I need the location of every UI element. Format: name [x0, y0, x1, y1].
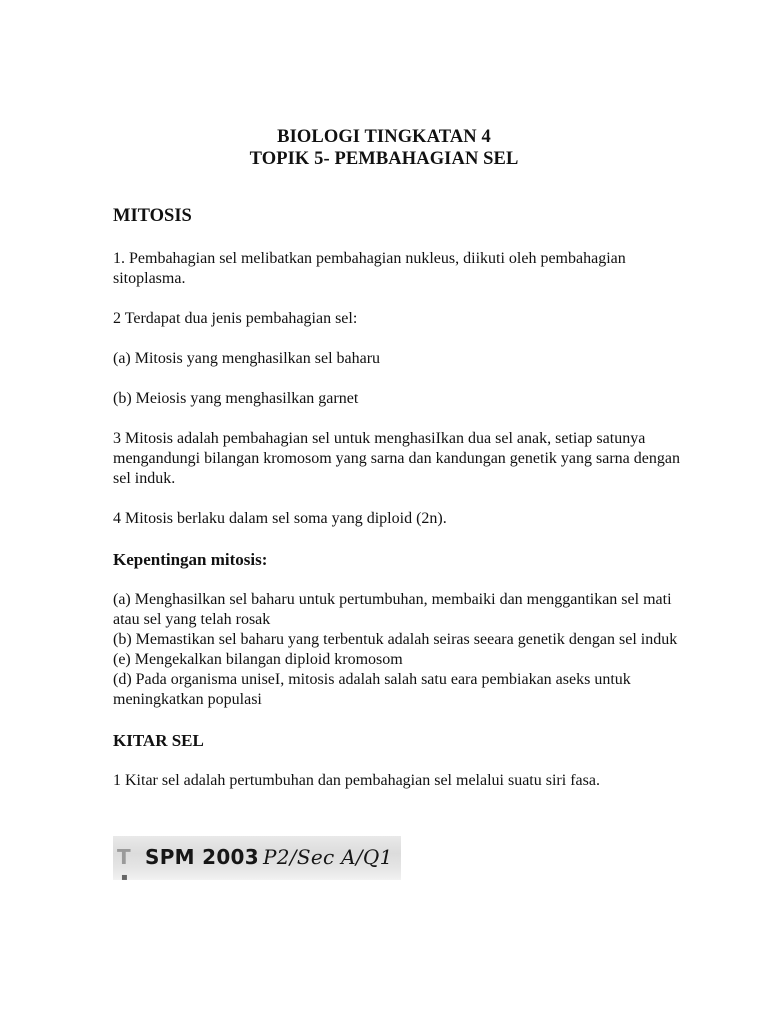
document-body — [113, 205, 688, 791]
mitosis-heading: MITOSIS — [113, 206, 192, 226]
title-line-2: TOPIK 5- PEMBAHAGIAN SEL — [249, 149, 519, 169]
kepentingan-heading: Kepentingan mitosis: — [113, 550, 268, 569]
kitar-sel-heading: KITAR SEL — [113, 731, 204, 750]
title-line-1: BIOLOGI TINGKATAN 4 — [277, 127, 491, 147]
mitosis-paragraph-1: 1. Pembahagian sel melibatkan pembahagian nukleus, diikuti oleh pembahagian sitoplasma. — [113, 250, 626, 287]
spm-stamp: T SPM 2003 P2/Sec A/Q1 ▪ — [113, 836, 401, 880]
mitosis-paragraph-2: 2 Terdapat dua jenis pembahagian sel: — [113, 310, 358, 327]
kepentingan-item: (a) Menghasilkan sel baharu untuk pertumbuhan, membaiki dan menggantikan sel mati atau sel yang telah rosak — [113, 591, 672, 628]
stamp-section: P2/Sec A/Q1 — [263, 845, 393, 869]
kepentingan-item: (b) Memastikan sel baharu yang terbentuk adalah seiras seeara genetik dengan sel induk — [113, 631, 678, 648]
kepentingan-item: (e) Mengekalkan bilangan diploid kromosom — [113, 651, 403, 668]
mitosis-paragraph-3: 3 Mitosis adalah pembahagian sel untuk menghasiIkan dua sel anak, setiap satunya mengandungi bilangan kromosom yang sarna dan kandungan genetik yang sarna dengan sel induk. — [113, 430, 680, 487]
stamp-label: SPM 2003 — [145, 845, 259, 869]
kitar-sel-paragraph-1: 1 Kitar sel adalah pertumbuhan dan pembahagian sel melalui suatu siri fasa. — [113, 772, 600, 789]
mitosis-paragraph-4: 4 Mitosis berlaku dalam sel soma yang diploid (2n). — [113, 510, 447, 527]
mitosis-paragraph-2a: (a) Mitosis yang menghasilkan sel baharu — [113, 350, 381, 367]
document-title — [0, 126, 768, 170]
mitosis-paragraph-2b: (b) Meiosis yang menghasilkan garnet — [113, 390, 359, 407]
kepentingan-item: (d) Pada organisma uniseI, mitosis adalah salah satu eara pembiakan aseks untuk meningkatkan populasi — [113, 671, 631, 708]
